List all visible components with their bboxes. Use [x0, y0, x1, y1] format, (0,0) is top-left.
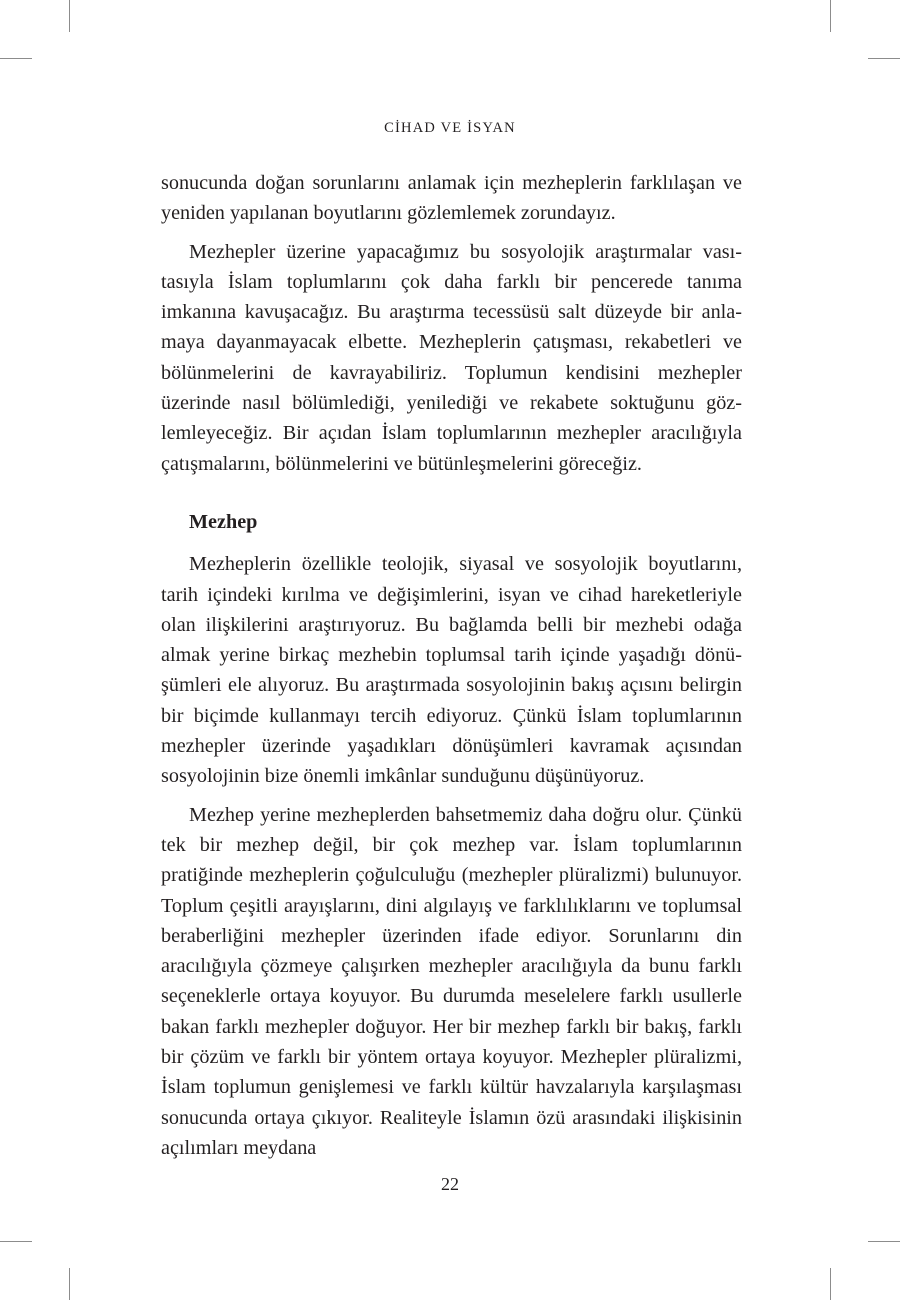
running-head: CİHAD VE İSYAN [384, 120, 516, 136]
page-number: 22 [441, 1174, 459, 1194]
paragraph: sonucunda doğan sorunlarını anlamak için mezheplerin farklılaşan ve yeniden yapılanan boyutlarını gözlemlemek zorundayız. [161, 172, 742, 225]
paragraph: Mezhepler üzerine yapacağımız bu sosyolojik araştırmalar vasıtasıyla İslam toplumlarını çok daha farklı bir pencerede tanıma imkanına kavuşacağız. Bu araştırma tecessüsü salt düzeyde bir anlamaya dayanmayacak elbette. Mezheplerin çatışması, rekabetleri ve bölünmelerini de kavrayabiliriz. Toplumun kendisini mezhepler üzerinde nasıl bölümlediği, yenilediği ve rekabete soktuğunu gözlemleyeceğiz. Bir açıdan İslam toplumlarının mezhepler aracılığıyla çatışmalarını, bölünmelerini ve bütünleşmelerini göreceğiz. [161, 240, 742, 475]
paragraph: Mezhep yerine mezheplerden bahsetmemiz daha doğru olur. Çünkü tek bir mezhep değil, bir çok mezhep var. İslam toplumlarının pratiğinde mezheplerin çoğulculuğu (mezhepler plüralizmi) bulunuyor. Toplum çeşitli arayışlarını, dini algılayış ve farklılıklarını ve toplumsal beraberliğini mezhepler üzerinden ifade ediyor. Sorunlarını din aracılığıyla çözmeye çalışırken mezhepler aracılığıyla da bunu farklı seçeneklerle ortaya koyuyor. Bu durumda meselelere farklı usullerle bakan farklı mezhepler doğuyor. Her bir mezhep farklı bir bakış, farklı bir çözüm ve farklı bir yöntem ortaya koyuyor. Mezhepler plüralizmi, İslam toplumun genişlemesi ve farklı kültür havzalarıyla karşılaşması sonucunda ortaya çıkıyor. Realiteyle İslamın özü arasındaki ilişkisinin açılımları meydana [161, 803, 742, 1159]
crop-mark-right-bottom [868, 1241, 900, 1242]
crop-mark-left-bottom [0, 1241, 32, 1242]
crop-mark-top-left [69, 0, 70, 32]
crop-mark-top-right [830, 0, 831, 32]
crop-mark-bottom-left [69, 1268, 70, 1300]
paragraph: Mezheplerin özellikle teolojik, siyasal ve sosyolojik boyutlarını, tarih içindeki kırılma ve değişimlerini, isyan ve cihad hareketleriyle olan ilişkilerini araştırıyoruz. Bu bağlamda belli bir mezhebi odağa almak yerine birkaç mezhebin toplumsal tarih içinde yaşadığı dönüşümleri ele alıyoruz. Bu araştırmada sosyolojinin bakış açısını belirgin bir biçimde kullanmayı tercih ediyoruz. Çünkü İslam toplumlarının mezhepler üzerinde yaşadıkları dönüşümleri kavramak açısından sosyolojinin bize önemli imkânlar sunduğunu düşünüyoruz. [161, 553, 742, 788]
crop-mark-right-top [868, 58, 900, 59]
body-text [161, 168, 742, 1171]
crop-mark-bottom-right [830, 1268, 831, 1300]
crop-mark-left-top [0, 58, 32, 59]
section-heading: Mezhep [189, 510, 258, 533]
